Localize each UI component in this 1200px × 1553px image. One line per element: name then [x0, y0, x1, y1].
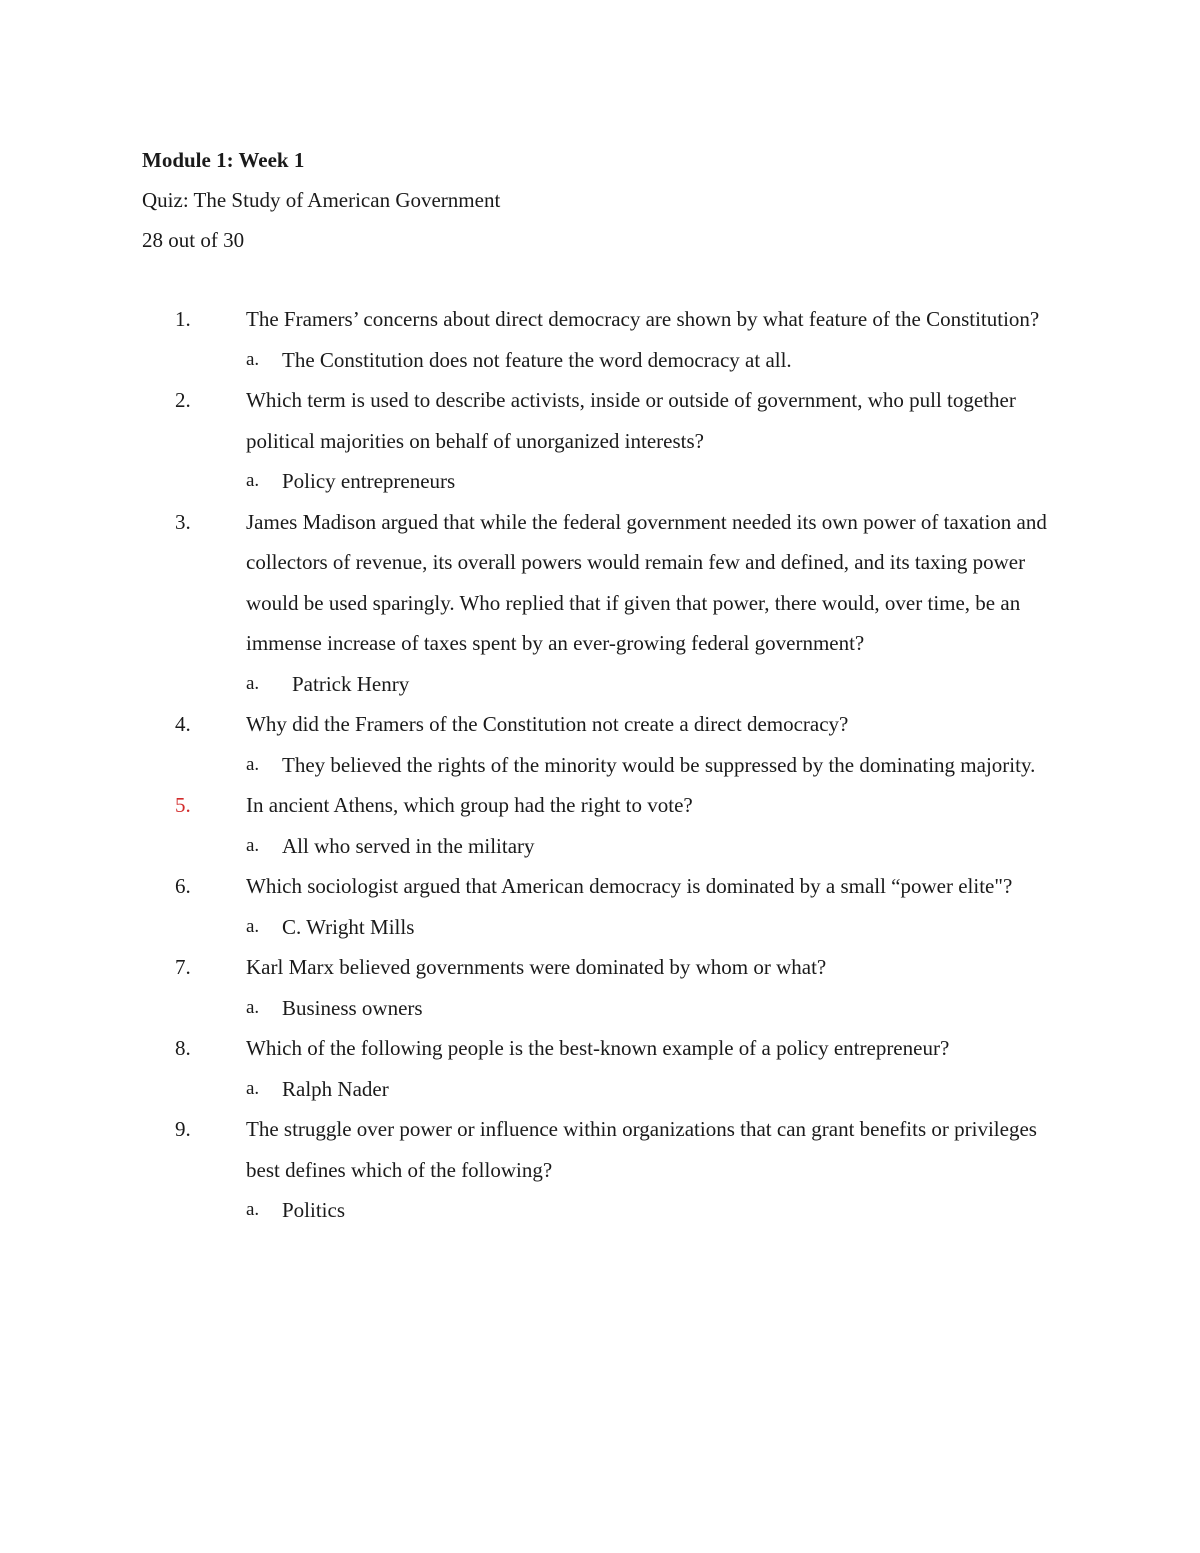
answer-letter: a.	[246, 348, 260, 370]
answer-text: C. Wright Mills	[282, 914, 415, 939]
question-item	[142, 299, 1062, 380]
answer-text: Policy entrepreneurs	[282, 469, 456, 493]
answer-letter: a.	[246, 915, 260, 937]
question-text: Which sociologist argued that American democracy is dominated by a small “power elite"?	[246, 874, 1013, 898]
question-item	[142, 1109, 1062, 1231]
question-number: 6.	[175, 874, 191, 898]
quiz-score: 28 out of 30	[142, 228, 245, 252]
answer	[246, 340, 1051, 381]
question-number-flagged: 5.	[175, 793, 191, 817]
question-item	[142, 1028, 1062, 1109]
answer-letter: a.	[246, 753, 260, 775]
answer	[246, 664, 1051, 705]
answer-letter: a.	[246, 996, 260, 1018]
question-number: 4.	[175, 712, 191, 736]
question-text: Which of the following people is the best-known example of a policy entrepreneur?	[246, 1036, 950, 1060]
question-item	[142, 866, 1062, 947]
question-number: 8.	[175, 1036, 191, 1060]
question-text: James Madison argued that while the federal government needed its own power of taxation and collectors of revenue, its overall powers would remain few and defined, and its taxing power would be used sparingly. Who replied that if given that power, there would, over time, be an immense increase of taxes spent by an ever-growing federal government?	[246, 509, 1047, 655]
question-list	[142, 299, 1062, 1231]
answer-letter: a.	[246, 1077, 260, 1099]
question-number: 9.	[175, 1117, 191, 1141]
document-header	[142, 140, 1062, 260]
answer-text: All who served in the military	[282, 833, 535, 858]
answer	[246, 826, 1051, 867]
answer	[246, 1069, 1051, 1110]
answer-letter: a.	[246, 672, 260, 694]
question-number: 3.	[175, 509, 191, 534]
answer	[246, 1190, 1051, 1231]
question-item	[142, 380, 1062, 502]
question-text: The struggle over power or influence within organizations that can grant benefits or privileges best defines which of the following?	[246, 1117, 1037, 1182]
answer-letter: a.	[246, 834, 260, 856]
answer	[246, 745, 1051, 786]
answer-text: Business owners	[282, 995, 423, 1020]
question-text: Which term is used to describe activists, inside or outside of government, who pull together political majorities on behalf of unorganized interests?	[246, 388, 1016, 453]
question-item	[142, 704, 1062, 785]
answer-text: Ralph Nader	[282, 1076, 389, 1101]
quiz-title: Quiz: The Study of American Government	[142, 188, 501, 212]
answer-text: Politics	[282, 1198, 346, 1222]
question-number: 2.	[175, 388, 191, 412]
module-title: Module 1: Week 1	[142, 148, 305, 172]
question-text: In ancient Athens, which group had the right to vote?	[246, 793, 693, 817]
answer	[246, 907, 1051, 948]
question-number: 7.	[175, 955, 191, 979]
answer-letter: a.	[246, 1199, 260, 1220]
answer-text: Patrick Henry	[292, 671, 410, 696]
question-item	[142, 502, 1062, 705]
answer-text: The Constitution does not feature the word democracy at all.	[282, 347, 792, 372]
question-item	[142, 785, 1062, 866]
answer-letter: a.	[246, 470, 260, 491]
answer	[246, 461, 1051, 502]
question-text: Karl Marx believed governments were dominated by whom or what?	[246, 955, 827, 979]
answer-text: They believed the rights of the minority would be suppressed by the dominating majority.	[282, 752, 1036, 777]
answer	[246, 988, 1051, 1029]
question-item	[142, 947, 1062, 1028]
question-text: Why did the Framers of the Constitution not create a direct democracy?	[246, 712, 849, 736]
question-text: The Framers’ concerns about direct democracy are shown by what feature of the Constitution?	[246, 307, 1040, 331]
question-number: 1.	[175, 307, 191, 331]
